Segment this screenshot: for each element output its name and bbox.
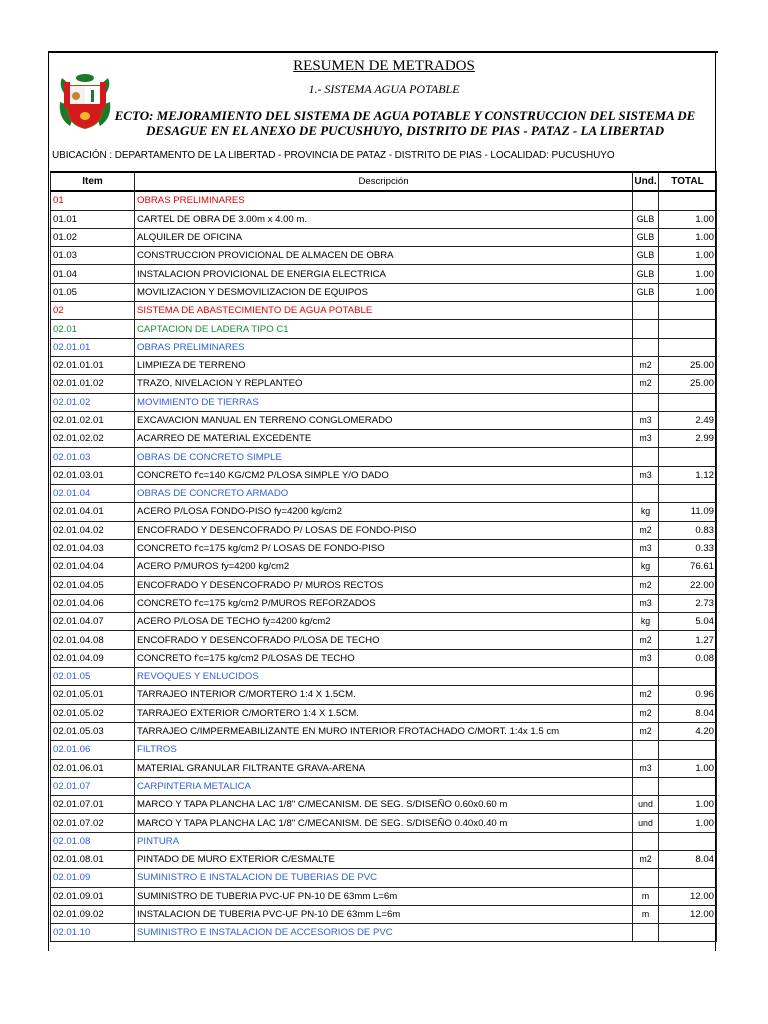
- row-unit: m3: [633, 539, 659, 557]
- row-unit: [633, 338, 659, 356]
- row-total: 8.04: [659, 850, 717, 868]
- row-item-code: 01.01: [51, 210, 135, 228]
- row-description: LIMPIEZA DE TERRENO: [135, 356, 633, 374]
- table-row: [51, 338, 717, 356]
- row-unit: m3: [633, 594, 659, 612]
- table-row: [51, 430, 717, 448]
- row-description: SISTEMA DE ABASTECIMIENTO DE AGUA POTABLE: [135, 302, 633, 320]
- row-description: SUMINISTRO E INSTALACION DE ACCESORIOS DE PVC: [135, 924, 633, 942]
- row-unit: m3: [633, 466, 659, 484]
- row-item-code: 01.02: [51, 228, 135, 246]
- row-item-code: 02.01.06.01: [51, 759, 135, 777]
- row-item-code: 02.01.01: [51, 338, 135, 356]
- row-unit: GLB: [633, 265, 659, 283]
- table-row: [51, 539, 717, 557]
- row-description: OBRAS PRELIMINARES: [135, 338, 633, 356]
- row-description: SUMINISTRO E INSTALACION DE TUBERIAS DE PVC: [135, 869, 633, 887]
- metrados-table: [50, 171, 717, 942]
- row-unit: [633, 668, 659, 686]
- row-item-code: 02.01.01.01: [51, 356, 135, 374]
- table-row: [51, 265, 717, 283]
- table-row: [51, 887, 717, 905]
- table-row: [51, 356, 717, 374]
- row-item-code: 02.01.05.02: [51, 704, 135, 722]
- row-description: PINTURA: [135, 832, 633, 850]
- row-item-code: 02: [51, 302, 135, 320]
- table-row: [51, 631, 717, 649]
- row-unit: [633, 832, 659, 850]
- row-unit: kg: [633, 503, 659, 521]
- row-item-code: 02.01.06: [51, 741, 135, 759]
- row-description: MOVILIZACION Y DESMOVILIZACION DE EQUIPOS: [135, 283, 633, 301]
- row-item-code: 02.01.04.05: [51, 576, 135, 594]
- row-item-code: 02.01.05.01: [51, 686, 135, 704]
- report-title: RESUMEN DE METRADOS: [293, 58, 475, 74]
- table-row: [51, 796, 717, 814]
- table-row: [51, 521, 717, 539]
- row-item-code: 02.01.04.08: [51, 631, 135, 649]
- row-item-code: 02.01.09: [51, 869, 135, 887]
- row-total: [659, 485, 717, 503]
- peru-coat-of-arms-icon: [56, 72, 114, 130]
- row-item-code: 02.01.10: [51, 924, 135, 942]
- row-unit: m2: [633, 521, 659, 539]
- row-item-code: 02.01.03: [51, 448, 135, 466]
- location-line: UBICACIÓN : DEPARTAMENTO DE LA LIBERTAD - PROVINCIA DE PATAZ - DISTRITO DE PIAS - LOCALIDAD: PUCUSHUYO: [52, 150, 615, 161]
- row-description: OBRAS DE CONCRETO ARMADO: [135, 485, 633, 503]
- row-unit: GLB: [633, 247, 659, 265]
- project-name: ECTO: MEJORAMIENTO DEL SISTEMA DE AGUA POTABLE Y CONSTRUCCION DEL SISTEMA DE DESAGUE EN EL ANEXO DE PUCUSHUYO, DISTRITO DE PIAS - PATAZ - LA LIBERTAD: [114, 108, 696, 138]
- row-total: 0.83: [659, 521, 717, 539]
- row-unit: [633, 191, 659, 210]
- table-row: [51, 704, 717, 722]
- report-subtitle: 1.- SISTEMA AGUA POTABLE: [308, 82, 460, 96]
- row-description: ACERO P/LOSA DE TECHO fy=4200 kg/cm2: [135, 613, 633, 631]
- row-unit: m2: [633, 576, 659, 594]
- row-total: 1.00: [659, 283, 717, 301]
- row-unit: m2: [633, 722, 659, 740]
- row-description: TARRAJEO C/IMPERMEABILIZANTE EN MURO INTERIOR FROTACHADO C/MORT. 1:4x 1.5 cm: [135, 722, 633, 740]
- row-total: [659, 832, 717, 850]
- row-item-code: 02.01.04.03: [51, 539, 135, 557]
- row-description: ENCOFRADO Y DESENCOFRADO P/ LOSAS DE FONDO-PISO: [135, 521, 633, 539]
- row-item-code: 02.01.04.01: [51, 503, 135, 521]
- row-item-code: 02.01.04.04: [51, 558, 135, 576]
- row-total: 1.00: [659, 759, 717, 777]
- row-item-code: 02.01.09.02: [51, 905, 135, 923]
- row-unit: GLB: [633, 283, 659, 301]
- row-total: 8.04: [659, 704, 717, 722]
- row-item-code: 02.01.04: [51, 485, 135, 503]
- top-rule: [48, 51, 718, 53]
- table-row: [51, 448, 717, 466]
- row-description: ACERO P/MUROS fy=4200 kg/cm2: [135, 558, 633, 576]
- row-description: EXCAVACION MANUAL EN TERRENO CONGLOMERADO: [135, 411, 633, 429]
- row-description: TARRAJEO INTERIOR C/MORTERO 1:4 X 1.5CM.: [135, 686, 633, 704]
- table-row: [51, 741, 717, 759]
- row-description: INSTALACION DE TUBERIA PVC-UF PN-10 DE 63mm L=6m: [135, 905, 633, 923]
- row-item-code: 02.01.04.09: [51, 649, 135, 667]
- row-total: 0.08: [659, 649, 717, 667]
- row-description: MARCO Y TAPA PLANCHA LAC 1/8" C/MECANISM. DE SEG. S/DISEÑO 0.60x0.60 m: [135, 796, 633, 814]
- row-item-code: 02.01.05: [51, 668, 135, 686]
- row-unit: m2: [633, 356, 659, 374]
- row-total: [659, 320, 717, 338]
- row-item-code: 02.01.07.01: [51, 796, 135, 814]
- row-unit: [633, 869, 659, 887]
- row-item-code: 01.05: [51, 283, 135, 301]
- row-item-code: 02.01.04.02: [51, 521, 135, 539]
- table-row: [51, 466, 717, 484]
- row-description: MATERIAL GRANULAR FILTRANTE GRAVA-ARENA: [135, 759, 633, 777]
- header-description: Descripción: [135, 172, 633, 191]
- row-description: CONCRETO f'c=140 KG/CM2 P/LOSA SIMPLE Y/O DADO: [135, 466, 633, 484]
- table-row: [51, 320, 717, 338]
- row-item-code: 02.01.04.07: [51, 613, 135, 631]
- row-total: 22.00: [659, 576, 717, 594]
- table-header-row: [51, 172, 717, 191]
- row-item-code: 02.01.08: [51, 832, 135, 850]
- row-total: 11.09: [659, 503, 717, 521]
- row-unit: und: [633, 814, 659, 832]
- row-total: 12.00: [659, 905, 717, 923]
- row-item-code: 02.01.02.02: [51, 430, 135, 448]
- table-row: [51, 850, 717, 868]
- row-description: ACARREO DE MATERIAL EXCEDENTE: [135, 430, 633, 448]
- row-unit: m2: [633, 850, 659, 868]
- header-item: Item: [51, 172, 135, 191]
- table-row: [51, 905, 717, 923]
- table-row: [51, 558, 717, 576]
- header-unit: Und.: [633, 172, 659, 191]
- row-description: TRAZO, NIVELACION Y REPLANTEO: [135, 375, 633, 393]
- row-unit: [633, 448, 659, 466]
- row-total: [659, 924, 717, 942]
- table-row: [51, 503, 717, 521]
- row-description: ENCOFRADO Y DESENCOFRADO P/ MUROS RECTOS: [135, 576, 633, 594]
- row-description: CONCRETO f'c=175 kg/cm2 P/LOSAS DE TECHO: [135, 649, 633, 667]
- table-row: [51, 869, 717, 887]
- table-row: [51, 924, 717, 942]
- row-total: 2.73: [659, 594, 717, 612]
- row-total: [659, 777, 717, 795]
- row-unit: [633, 777, 659, 795]
- row-description: ALQUILER DE OFICINA: [135, 228, 633, 246]
- table-row: [51, 686, 717, 704]
- row-description: PINTADO DE MURO EXTERIOR C/ESMALTE: [135, 850, 633, 868]
- table-row: [51, 210, 717, 228]
- row-unit: [633, 741, 659, 759]
- row-total: 76.61: [659, 558, 717, 576]
- table-row: [51, 649, 717, 667]
- row-description: INSTALACION PROVICIONAL DE ENERGIA ELECTRICA: [135, 265, 633, 283]
- table-row: [51, 832, 717, 850]
- table-row: [51, 814, 717, 832]
- row-total: 2.99: [659, 430, 717, 448]
- row-unit: GLB: [633, 210, 659, 228]
- row-description: TARRAJEO EXTERIOR C/MORTERO 1:4 X 1.5CM.: [135, 704, 633, 722]
- row-unit: m: [633, 887, 659, 905]
- row-total: 2.49: [659, 411, 717, 429]
- table-row: [51, 613, 717, 631]
- row-total: 1.00: [659, 265, 717, 283]
- row-unit: m3: [633, 411, 659, 429]
- row-total: [659, 338, 717, 356]
- row-total: [659, 302, 717, 320]
- table-row: [51, 594, 717, 612]
- row-item-code: 01.04: [51, 265, 135, 283]
- row-item-code: 02.01.08.01: [51, 850, 135, 868]
- row-description: CONCRETO f'c=175 kg/cm2 P/MUROS REFORZADOS: [135, 594, 633, 612]
- row-unit: m2: [633, 686, 659, 704]
- row-total: 1.00: [659, 247, 717, 265]
- table-row: [51, 191, 717, 210]
- row-item-code: 01.03: [51, 247, 135, 265]
- row-unit: m3: [633, 430, 659, 448]
- row-description: SUMINISTRO DE TUBERIA PVC-UF PN-10 DE 63mm L=6m: [135, 887, 633, 905]
- row-total: [659, 668, 717, 686]
- row-total: 5.04: [659, 613, 717, 631]
- table-row: [51, 302, 717, 320]
- table-row: [51, 576, 717, 594]
- row-total: [659, 448, 717, 466]
- table-row: [51, 411, 717, 429]
- row-description: OBRAS DE CONCRETO SIMPLE: [135, 448, 633, 466]
- row-description: CAPTACION DE LADERA TIPO C1: [135, 320, 633, 338]
- table-row: [51, 247, 717, 265]
- row-total: [659, 191, 717, 210]
- table-row: [51, 485, 717, 503]
- row-item-code: 02.01.03.01: [51, 466, 135, 484]
- row-unit: und: [633, 796, 659, 814]
- row-unit: [633, 320, 659, 338]
- row-unit: m3: [633, 759, 659, 777]
- row-total: 1.00: [659, 814, 717, 832]
- row-unit: m: [633, 905, 659, 923]
- row-total: 0.96: [659, 686, 717, 704]
- row-description: MARCO Y TAPA PLANCHA LAC 1/8" C/MECANISM. DE SEG. S/DISEÑO 0.40x0.40 m: [135, 814, 633, 832]
- row-description: CARTEL DE OBRA DE 3.00m x 4.00 m.: [135, 210, 633, 228]
- row-item-code: 02.01.01.02: [51, 375, 135, 393]
- table-row: [51, 759, 717, 777]
- table-row: [51, 777, 717, 795]
- row-item-code: 02.01.07.02: [51, 814, 135, 832]
- table-row: [51, 668, 717, 686]
- row-unit: GLB: [633, 228, 659, 246]
- row-description: CONCRETO f'c=175 kg/cm2 P/ LOSAS DE FONDO-PISO: [135, 539, 633, 557]
- row-total: 25.00: [659, 375, 717, 393]
- table-row: [51, 228, 717, 246]
- row-description: ACERO P/LOSA FONDO-PISO fy=4200 kg/cm2: [135, 503, 633, 521]
- row-total: 1.12: [659, 466, 717, 484]
- table-row: [51, 393, 717, 411]
- row-total: 0.33: [659, 539, 717, 557]
- row-unit: m2: [633, 704, 659, 722]
- row-item-code: 02.01.09.01: [51, 887, 135, 905]
- row-unit: m3: [633, 649, 659, 667]
- row-description: MOVIMIENTO DE TIERRAS: [135, 393, 633, 411]
- table-row: [51, 283, 717, 301]
- row-unit: [633, 485, 659, 503]
- row-unit: [633, 302, 659, 320]
- row-total: [659, 869, 717, 887]
- header-total: TOTAL: [659, 172, 717, 191]
- row-unit: [633, 393, 659, 411]
- row-unit: m2: [633, 631, 659, 649]
- row-total: 1.00: [659, 210, 717, 228]
- row-description: FILTROS: [135, 741, 633, 759]
- row-total: 1.00: [659, 796, 717, 814]
- row-item-code: 02.01.04.06: [51, 594, 135, 612]
- table-row: [51, 375, 717, 393]
- row-description: REVOQUES Y ENLUCIDOS: [135, 668, 633, 686]
- row-unit: kg: [633, 613, 659, 631]
- row-unit: [633, 924, 659, 942]
- row-total: 1.27: [659, 631, 717, 649]
- row-item-code: 02.01: [51, 320, 135, 338]
- row-item-code: 02.01.07: [51, 777, 135, 795]
- row-total: 4.20: [659, 722, 717, 740]
- row-unit: kg: [633, 558, 659, 576]
- row-description: CONSTRUCCION PROVICIONAL DE ALMACEN DE OBRA: [135, 247, 633, 265]
- row-item-code: 02.01.02: [51, 393, 135, 411]
- row-item-code: 02.01.05.03: [51, 722, 135, 740]
- row-total: [659, 393, 717, 411]
- table-row: [51, 722, 717, 740]
- row-item-code: 01: [51, 191, 135, 210]
- row-description: OBRAS PRELIMINARES: [135, 191, 633, 210]
- row-total: 25.00: [659, 356, 717, 374]
- row-description: CARPINTERIA METALICA: [135, 777, 633, 795]
- row-total: 12.00: [659, 887, 717, 905]
- row-total: 1.00: [659, 228, 717, 246]
- row-unit: m2: [633, 375, 659, 393]
- row-description: ENCOFRADO Y DESENCOFRADO P/LOSA DE TECHO: [135, 631, 633, 649]
- row-item-code: 02.01.02.01: [51, 411, 135, 429]
- row-total: [659, 741, 717, 759]
